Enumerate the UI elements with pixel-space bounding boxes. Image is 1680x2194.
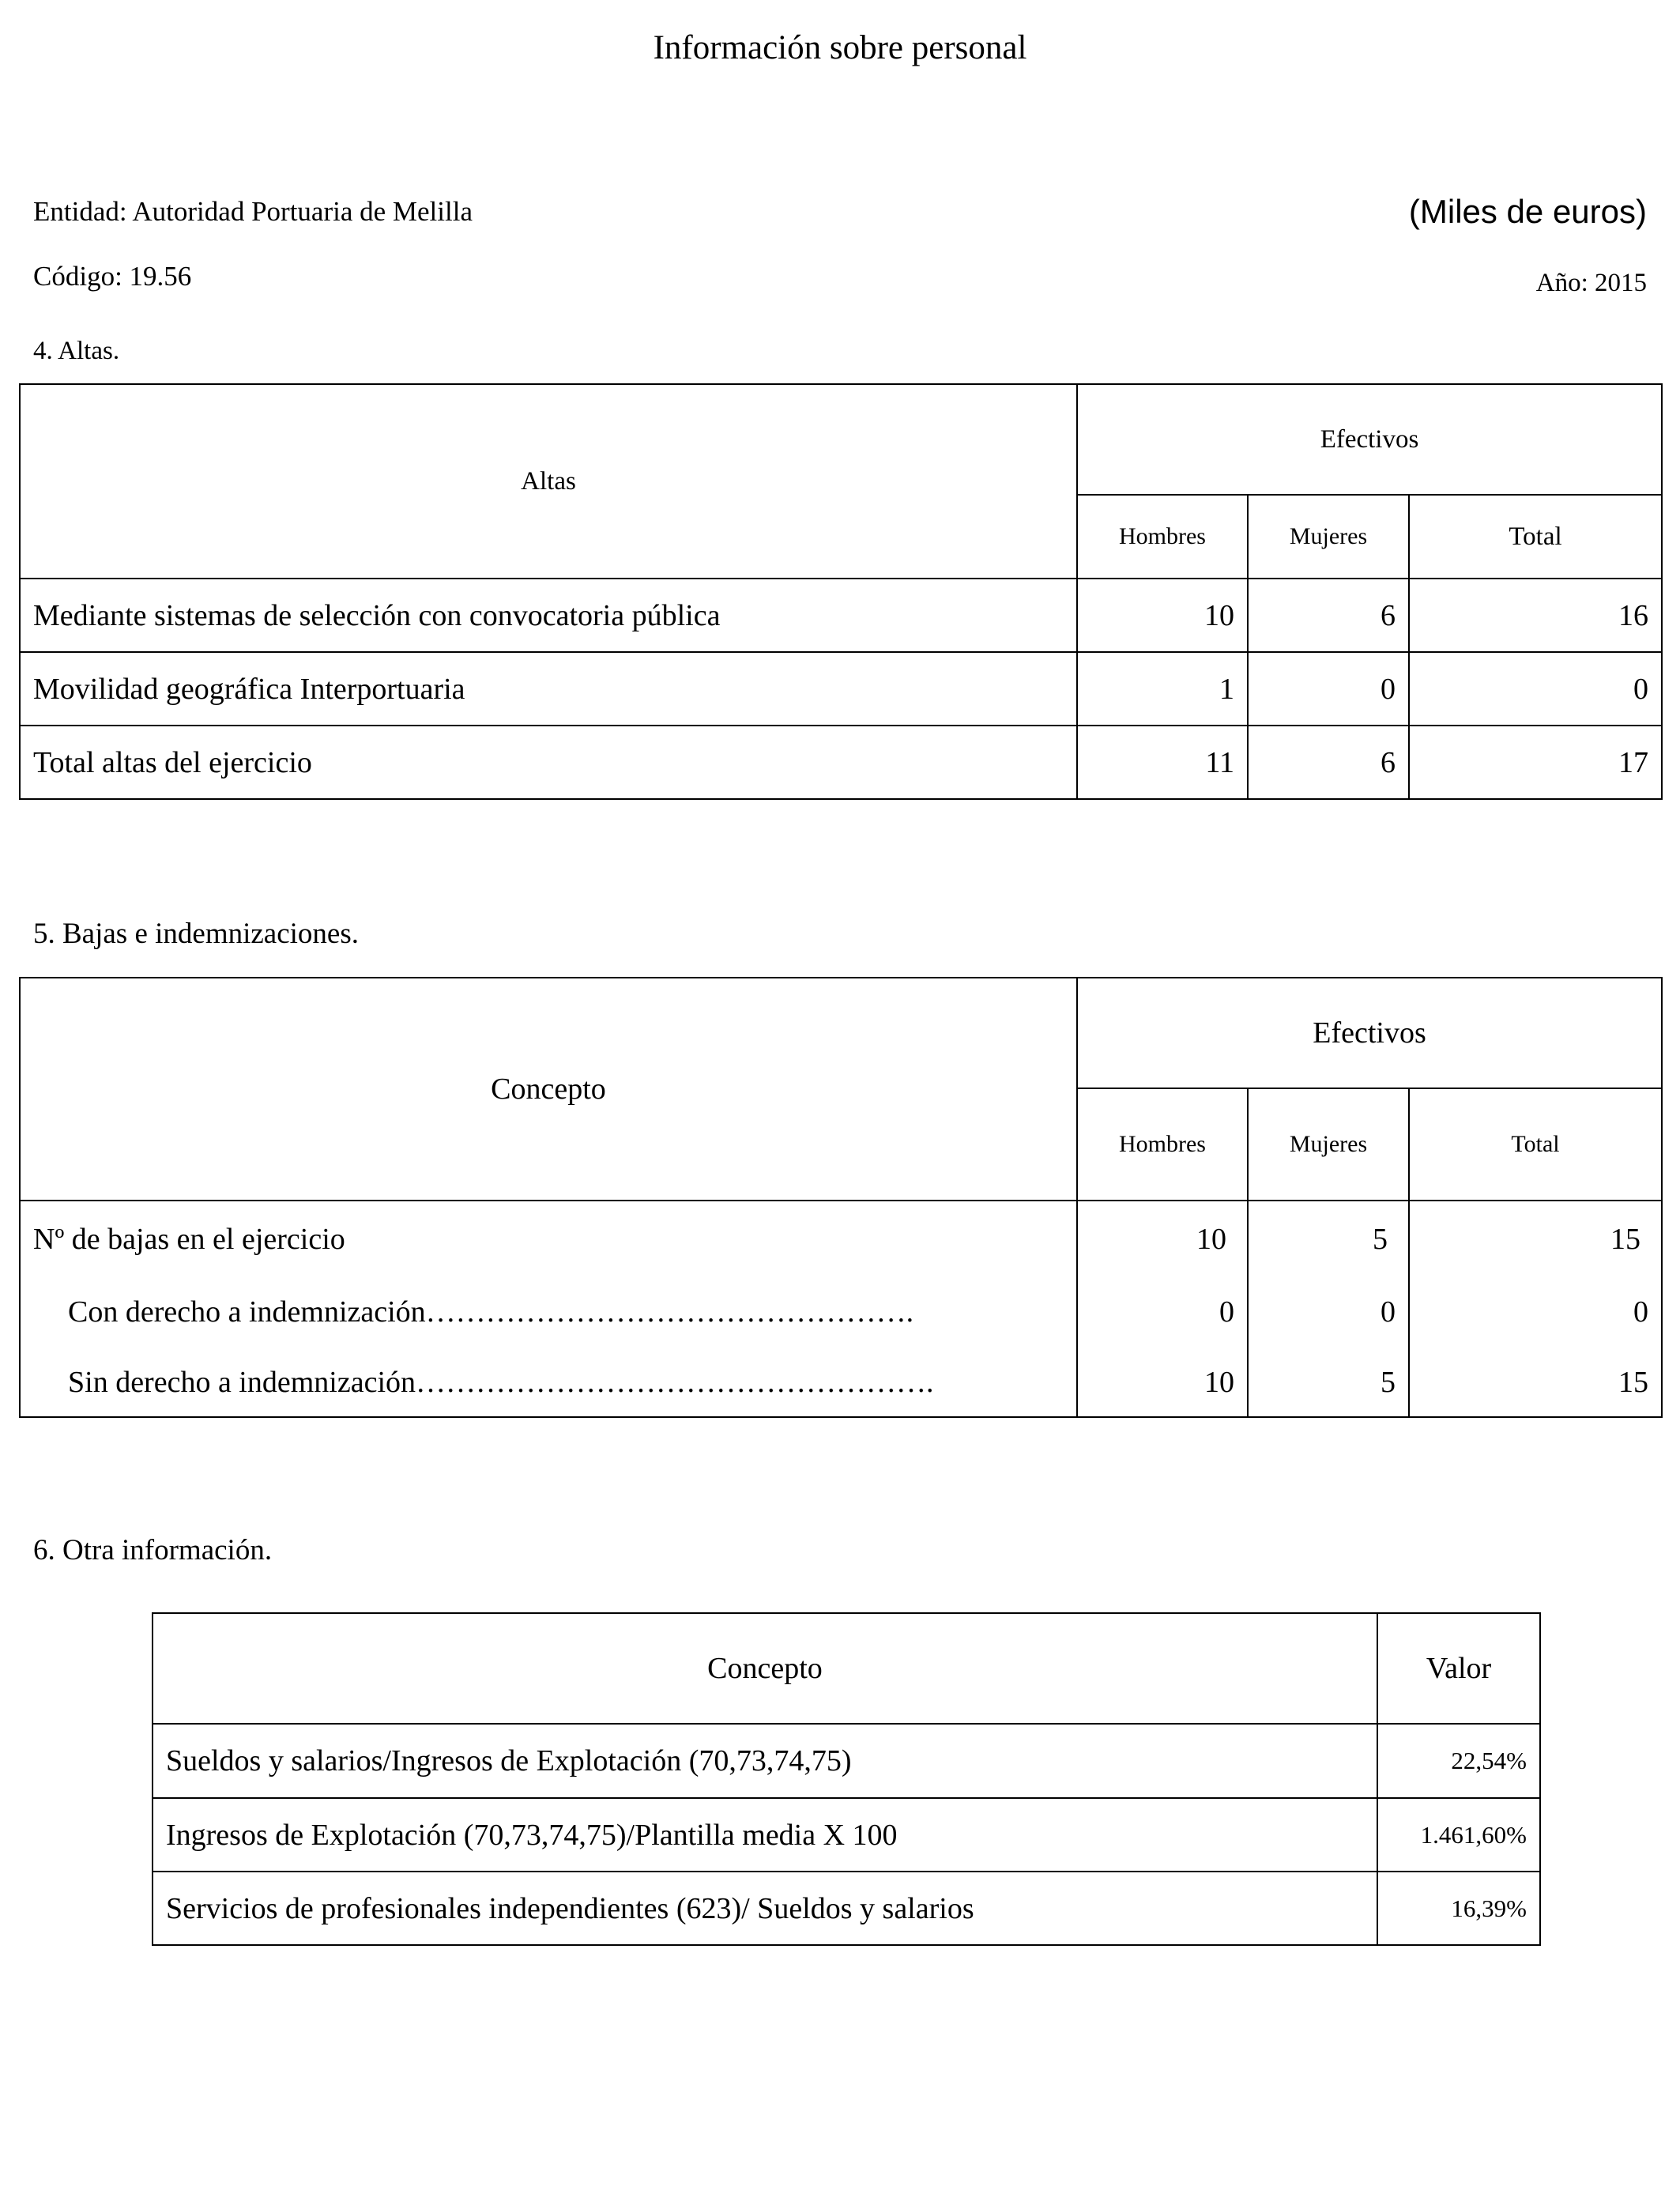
table-row [20, 1276, 1662, 1348]
cell-hombres: 0 [1077, 1276, 1248, 1348]
row-label: Mediante sistemas de selección con convocatoria pública [20, 579, 1077, 652]
row-label: Sin derecho a indemnización……………………………………………. [20, 1348, 1077, 1417]
table-row [20, 726, 1662, 799]
code-label: Código: 19.56 [33, 261, 192, 292]
cell-hombres: 10 [1077, 1201, 1248, 1276]
row-label: Nº de bajas en el ejercicio [20, 1201, 1077, 1276]
cell-total: 15 [1409, 1348, 1662, 1417]
cell-total: 17 [1409, 726, 1662, 799]
cell-mujeres: 6 [1248, 579, 1409, 652]
table-row [153, 1872, 1540, 1945]
section-otra-title: 6. Otra información. [33, 1534, 273, 1566]
cell-hombres: 11 [1077, 726, 1248, 799]
otra-table [152, 1612, 1541, 1946]
cell-mujeres: 5 [1248, 1348, 1409, 1417]
units-label: (Miles de euros) [1408, 193, 1647, 230]
altas-header-mujeres: Mujeres [1248, 495, 1409, 579]
section-bajas-title: 5. Bajas e indemnizaciones. [33, 918, 360, 950]
cell-mujeres: 5 [1248, 1201, 1409, 1276]
row-label: Total altas del ejercicio [20, 726, 1077, 799]
table-row [20, 1201, 1662, 1276]
cell-valor: 1.461,60% [1377, 1798, 1540, 1872]
row-label: Sueldos y salarios/Ingresos de Explotación (70,73,74,75) [153, 1724, 1377, 1798]
altas-header-total: Total [1409, 495, 1662, 579]
entity-label: Entidad: Autoridad Portuaria de Melilla [33, 196, 473, 227]
cell-total: 16 [1409, 579, 1662, 652]
bajas-header-hombres: Hombres [1077, 1088, 1248, 1201]
cell-hombres: 10 [1077, 579, 1248, 652]
bajas-header-mujeres: Mujeres [1248, 1088, 1409, 1201]
row-label: Servicios de profesionales independientes (623)/ Sueldos y salarios [153, 1872, 1377, 1945]
table-row [153, 1724, 1540, 1798]
cell-total: 0 [1409, 1276, 1662, 1348]
cell-mujeres: 6 [1248, 726, 1409, 799]
row-label: Ingresos de Explotación (70,73,74,75)/Plantilla media X 100 [153, 1798, 1377, 1872]
row-label: Movilidad geográfica Interportuaria [20, 652, 1077, 726]
row-label: Con derecho a indemnización…………………………………………. [20, 1276, 1077, 1348]
table-row [20, 652, 1662, 726]
otra-header-concept: Concepto [153, 1613, 1377, 1724]
cell-hombres: 1 [1077, 652, 1248, 726]
cell-total: 0 [1409, 652, 1662, 726]
cell-valor: 16,39% [1377, 1872, 1540, 1945]
section-altas-title: 4. Altas. [33, 337, 120, 365]
bajas-table [19, 977, 1663, 1418]
cell-mujeres: 0 [1248, 652, 1409, 726]
cell-hombres: 10 [1077, 1348, 1248, 1417]
cell-total: 15 [1409, 1201, 1662, 1276]
cell-valor: 22,54% [1377, 1724, 1540, 1798]
otra-header-valor: Valor [1377, 1613, 1540, 1724]
table-row [20, 1348, 1662, 1417]
altas-table [19, 383, 1663, 800]
table-row [20, 579, 1662, 652]
year-label: Año: 2015 [1535, 269, 1647, 297]
table-row [153, 1798, 1540, 1872]
bajas-header-efectivos: Efectivos [1077, 978, 1662, 1088]
bajas-header-concept: Concepto [20, 978, 1077, 1201]
page-title: Información sobre personal [653, 29, 1027, 66]
altas-header-concept: Altas [20, 384, 1077, 579]
cell-mujeres: 0 [1248, 1276, 1409, 1348]
altas-header-efectivos: Efectivos [1077, 384, 1662, 495]
bajas-header-total: Total [1409, 1088, 1662, 1201]
altas-header-hombres: Hombres [1077, 495, 1248, 579]
